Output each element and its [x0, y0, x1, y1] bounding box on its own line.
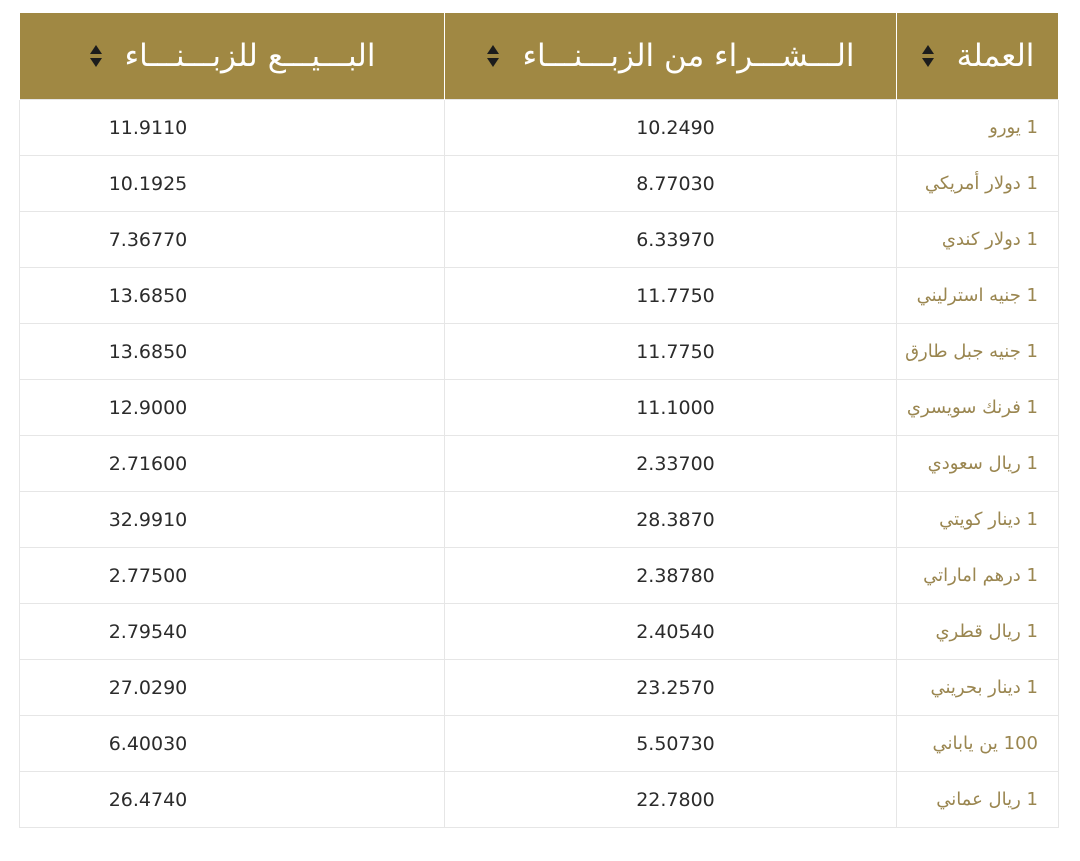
buy-rate-cell: 22.7800 [445, 772, 897, 828]
buy-rate-cell: 2.40540 [445, 604, 897, 660]
sell-rate-cell: 2.77500 [20, 548, 445, 604]
currency-name-cell: 1 جنيه جبل طارق [897, 324, 1059, 380]
currency-name-cell: 1 دولار كندي [897, 212, 1059, 268]
currency-name-cell: 1 دينار بحريني [897, 660, 1059, 716]
sell-header-label: البـــيـــع للزبـــنـــاء [124, 38, 376, 74]
buy-rate-cell: 2.33700 [445, 436, 897, 492]
sell-rate-cell: 6.40030 [20, 716, 445, 772]
sell-rate-cell: 11.9110 [20, 100, 445, 156]
table-body [20, 100, 1059, 828]
table-row [20, 604, 1059, 660]
sell-rate-cell: 13.6850 [20, 324, 445, 380]
buy-rate-cell: 28.3870 [445, 492, 897, 548]
buy-rate-cell: 11.7750 [445, 324, 897, 380]
sell-rate-cell: 12.9000 [20, 380, 445, 436]
table-row [20, 324, 1059, 380]
buy-rate-cell: 11.7750 [445, 268, 897, 324]
table-row [20, 772, 1059, 828]
sell-rate-cell: 27.0290 [20, 660, 445, 716]
sell-rate-cell: 2.71600 [20, 436, 445, 492]
header-row [20, 13, 1059, 100]
sell-rate-cell: 10.1925 [20, 156, 445, 212]
table-row [20, 660, 1059, 716]
buy-header-label: الـــشـــراء من الزبـــنـــاء [522, 38, 855, 74]
table-row [20, 156, 1059, 212]
table-row [20, 716, 1059, 772]
sell-rate-cell: 7.36770 [20, 212, 445, 268]
sell-rate-cell: 32.9910 [20, 492, 445, 548]
exchange-rates-table [19, 13, 1059, 828]
table-row [20, 492, 1059, 548]
buy-rate-cell: 10.2490 [445, 100, 897, 156]
table-row [20, 268, 1059, 324]
sell-column-header[interactable] [20, 13, 445, 100]
sell-rate-cell: 13.6850 [20, 268, 445, 324]
currency-name-cell: 1 ريال عماني [897, 772, 1059, 828]
sell-rate-cell: 2.79540 [20, 604, 445, 660]
currency-name-cell: 1 دينار كويتي [897, 492, 1059, 548]
sort-icon[interactable] [921, 45, 935, 67]
currency-name-cell: 1 دولار أمريكي [897, 156, 1059, 212]
buy-rate-cell: 5.50730 [445, 716, 897, 772]
buy-rate-cell: 8.77030 [445, 156, 897, 212]
currency-name-cell: 1 جنيه استرليني [897, 268, 1059, 324]
buy-rate-cell: 6.33970 [445, 212, 897, 268]
table-row [20, 436, 1059, 492]
table-row [20, 100, 1059, 156]
currency-name-cell: 1 فرنك سويسري [897, 380, 1059, 436]
table-row [20, 548, 1059, 604]
buy-rate-cell: 2.38780 [445, 548, 897, 604]
currency-name-cell: 1 يورو [897, 100, 1059, 156]
table-header [20, 13, 1059, 100]
sell-rate-cell: 26.4740 [20, 772, 445, 828]
buy-rate-cell: 23.2570 [445, 660, 897, 716]
sort-icon[interactable] [89, 45, 103, 67]
sort-icon[interactable] [486, 45, 500, 67]
currency-header-label: العملة [956, 38, 1035, 74]
currency-name-cell: 1 ريال سعودي [897, 436, 1059, 492]
currency-name-cell: 100 ين ياباني [897, 716, 1059, 772]
currency-name-cell: 1 ريال قطري [897, 604, 1059, 660]
table-row [20, 212, 1059, 268]
buy-column-header[interactable] [445, 13, 897, 100]
currency-column-header[interactable] [897, 13, 1059, 100]
table-row [20, 380, 1059, 436]
buy-rate-cell: 11.1000 [445, 380, 897, 436]
currency-name-cell: 1 درهم اماراتي [897, 548, 1059, 604]
